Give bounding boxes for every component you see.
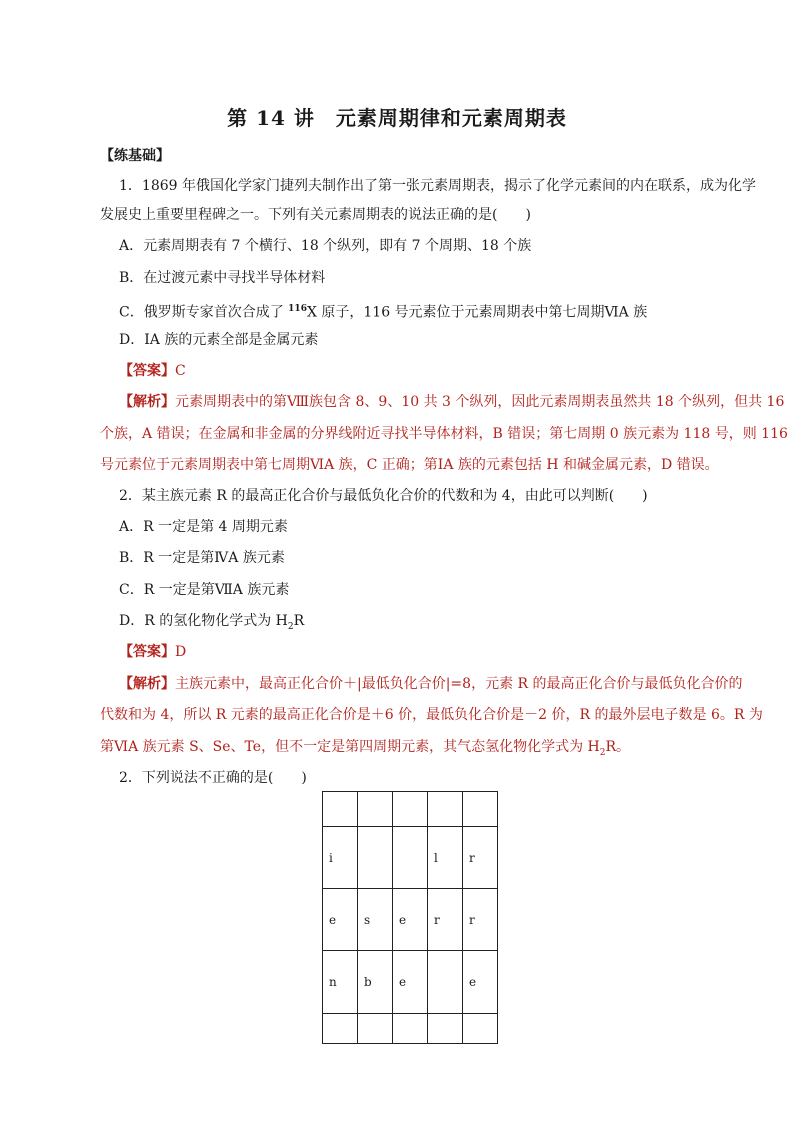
q1-option-c <box>119 299 647 323</box>
q1-analysis-tag: 【解析】 <box>119 394 175 410</box>
q1-analysis-text-1: 元素周期表中的第Ⅷ族包含 8、9、10 共 3 个纵列，因此元素周期表虽然共 18 个纵列，但共 16 <box>175 394 785 410</box>
q1-option-d: D．ⅠA 族的元素全部是金属元素 <box>119 332 319 348</box>
table-cell: e <box>323 889 358 951</box>
q2-option-b: B．R 一定是第ⅣA 族元素 <box>119 550 285 566</box>
q2-analysis-subscript: 2 <box>599 747 606 758</box>
q1-option-c-text: C．俄罗斯专家首次合成了 <box>119 304 289 321</box>
q2-analysis-text-3: 第ⅥA 族元素 S、Se、Te，但不一定是第四周期元素，其气态氢化物化学式为 H <box>100 739 600 755</box>
table-cell <box>393 827 428 889</box>
table-row <box>323 1014 498 1044</box>
table-row <box>323 792 498 827</box>
section-heading: 【练基础】 <box>100 148 170 164</box>
table-row <box>323 951 498 1014</box>
q1-stem-line-1: 1．1869 年俄国化学家门捷列夫制作出了第一张元素周期表，揭示了化学元素间的内在联系，成为化学 <box>119 178 756 194</box>
table-cell: e <box>393 889 428 951</box>
q3-stem: 2．下列说法不正确的是( ) <box>119 770 307 786</box>
table-cell <box>463 1014 498 1044</box>
page-title: 第 14 讲 元素周期律和元素周期表 <box>227 106 567 130</box>
q2-option-d-subscript: 2 <box>287 621 294 632</box>
table-row <box>323 827 498 889</box>
table-row <box>323 889 498 951</box>
table-cell <box>323 1014 358 1044</box>
q1-analysis-line-2: 个族，A 错误；在金属和非金属的分界线附近寻找半导体材料，B 错误；第七周期 0 族元素为 118 号，则 116 <box>100 426 788 442</box>
q2-option-d-text-2: R <box>293 613 305 629</box>
q2-option-a: A．R 一定是第 4 周期元素 <box>119 519 288 535</box>
table-cell <box>428 951 463 1014</box>
q2-analysis-line-3 <box>100 737 630 763</box>
table-cell <box>358 792 393 827</box>
q2-option-d-text: D．R 的氢化物化学式为 H <box>119 613 288 629</box>
q2-answer-value: D <box>175 644 187 660</box>
q1-answer-value: C <box>175 363 186 379</box>
table-cell <box>463 792 498 827</box>
q1-analysis-line-3: 号元素位于元素周期表中第七周期ⅥA 族，C 正确；第ⅠA 族的元素包括 H 和碱金属元素，D 错误。 <box>100 457 719 473</box>
q2-stem: 2．某主族元素 R 的最高正化合价与最低负化合价的代数和为 4，由此可以判断( ) <box>119 488 648 504</box>
table-cell: i <box>323 827 358 889</box>
table-cell: n <box>323 951 358 1014</box>
q2-option-d <box>119 611 304 637</box>
table-cell <box>358 827 393 889</box>
q2-answer-tag: 【答案】 <box>119 644 175 660</box>
q1-answer <box>119 361 186 381</box>
q2-analysis-line-2: 代数和为 4，所以 R 元素的最高正化合价是＋6 价，最低负化合价是－2 价，R 的最外层电子数是 6。R 为 <box>100 707 763 723</box>
table-cell <box>358 1014 393 1044</box>
q2-analysis-tag: 【解析】 <box>119 676 175 692</box>
q1-option-b: B．在过渡元素中寻找半导体材料 <box>119 270 326 286</box>
table-cell: r <box>463 889 498 951</box>
table-cell <box>393 792 428 827</box>
q2-analysis-text-1: 主族元素中，最高正化合价＋|最低负化合价|=8，元素 R 的最高正化合价与最低负化合价的 <box>175 676 743 692</box>
q2-answer <box>119 642 186 662</box>
q2-option-c: C．R 一定是第ⅦA 族元素 <box>119 582 290 598</box>
table-cell <box>323 792 358 827</box>
q1-analysis-line-1 <box>119 392 784 412</box>
table-cell: l <box>428 827 463 889</box>
q2-analysis-line-1 <box>119 674 743 694</box>
q1-option-a: A．元素周期表有 7 个横行、18 个纵列，即有 7 个周期、18 个族 <box>119 238 532 254</box>
table-cell: b <box>358 951 393 1014</box>
table-cell <box>428 792 463 827</box>
q1-option-c-mass-number: 116 <box>288 304 307 314</box>
q1-answer-tag: 【答案】 <box>119 363 175 379</box>
table-cell: e <box>393 951 428 1014</box>
table-cell: r <box>463 827 498 889</box>
q1-option-c-text-2: X 原子，116 号元素位于元素周期表中第七周期ⅥA 族 <box>306 304 648 321</box>
table-cell <box>428 1014 463 1044</box>
table-cell: e <box>463 951 498 1014</box>
table-cell: r <box>428 889 463 951</box>
q2-analysis-text-3b: R。 <box>605 739 631 755</box>
table-cell: s <box>358 889 393 951</box>
periodic-table-fragment <box>322 791 498 1044</box>
table-cell <box>393 1014 428 1044</box>
q1-stem-line-2: 发展史上重要里程碑之一。下列有关元素周期表的说法正确的是( ) <box>100 207 531 223</box>
